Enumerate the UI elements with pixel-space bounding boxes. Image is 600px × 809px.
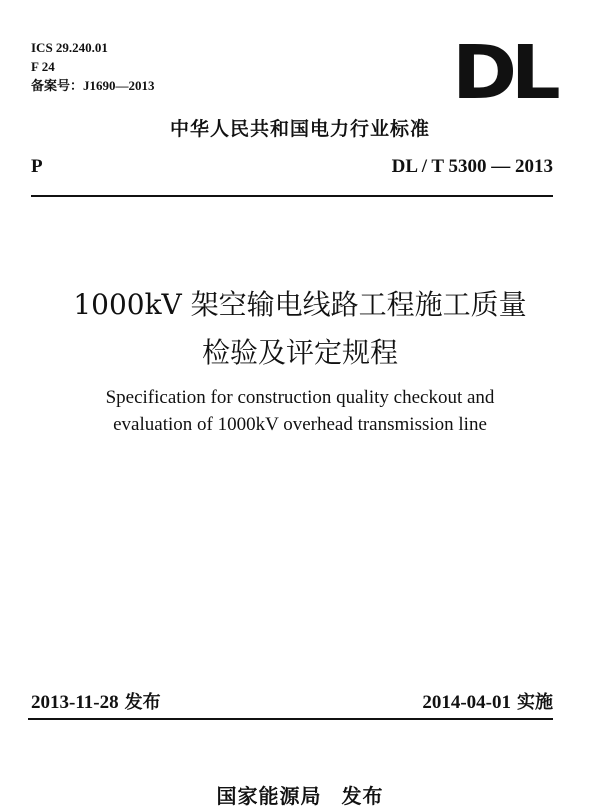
issuer-name: 国家能源局 [216, 784, 322, 808]
issuer-line [0, 780, 600, 809]
effective-info [422, 688, 553, 714]
footer-divider [28, 718, 553, 720]
title-english-line-2: evaluation of 1000kV overhead transmission line [113, 414, 487, 435]
document-metadata [31, 38, 155, 95]
standard-id-row [31, 156, 553, 178]
title-chinese-line-2: 检验及评定规程 [201, 336, 398, 369]
release-date: 2013-11-28 [31, 692, 119, 713]
dl-logo: DL [452, 30, 555, 116]
category-letter: P [31, 156, 43, 177]
effective-label: 实施 [517, 692, 553, 713]
title-english [0, 384, 600, 438]
release-info [31, 688, 161, 714]
header-divider [31, 195, 553, 197]
standard-number: DL / T 5300 — 2013 [391, 156, 553, 177]
ics-code: ICS 29.240.01 [31, 40, 108, 55]
dates-row [31, 688, 553, 714]
filing-number: 备案号：J1690—2013 [31, 78, 155, 93]
effective-date: 2014-04-01 [422, 692, 511, 713]
classification-code: F 24 [31, 59, 55, 74]
industry-standard-heading: 中华人民共和国电力行业标准 [169, 118, 430, 140]
title-english-line-1: Specification for construction quality checkout and [105, 387, 495, 408]
issuer-action: 发布 [341, 784, 384, 808]
release-label: 发布 [124, 692, 161, 713]
title-chinese-line-1: 1000kV 架空输电线路工程施工质量 [73, 288, 527, 321]
